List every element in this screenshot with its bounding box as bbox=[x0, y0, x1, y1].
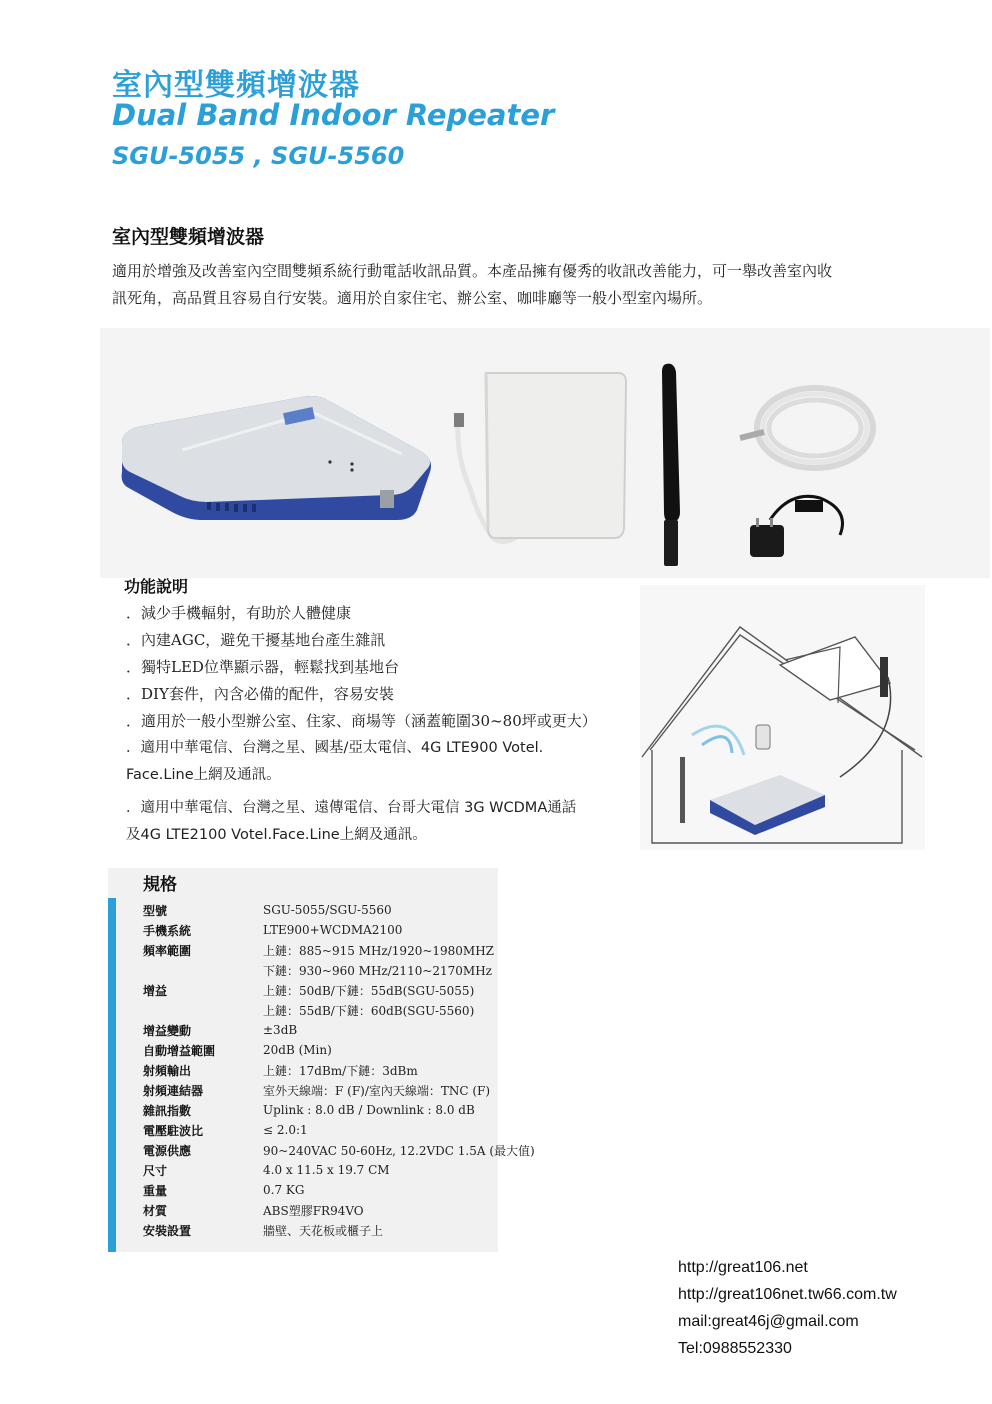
spec-row bbox=[143, 960, 535, 980]
spec-value: 下鏈：930~960 MHz/2110~2170MHz bbox=[263, 963, 493, 978]
spec-value: 上鏈：885~915 MHz/1920~1980MHZ bbox=[263, 943, 495, 958]
spec-key: 型號 bbox=[143, 903, 168, 918]
spec-value: 上鏈：55dB/下鏈：60dB(SGU-5560) bbox=[263, 1003, 475, 1018]
email-link[interactable]: mail:great46j@gmail.com bbox=[678, 1313, 859, 1330]
spec-key bbox=[143, 960, 263, 980]
feature-item: ．減少手機輻射，有助於人體健康 bbox=[126, 604, 352, 622]
spec-key: 增益 bbox=[143, 983, 168, 998]
spec-row bbox=[143, 1020, 535, 1040]
spec-row bbox=[143, 1100, 535, 1120]
spec-key: 重量 bbox=[143, 1183, 168, 1198]
feature-item: ．適用中華電信、台灣之星、遠傳電信、台哥大電信 3G WCDMA通話 bbox=[126, 800, 577, 816]
spec-value: 上鏈：17dBm/下鏈：3dBm bbox=[263, 1063, 418, 1078]
contact-block bbox=[678, 1254, 897, 1362]
features-list bbox=[126, 600, 597, 849]
spec-row bbox=[143, 1120, 535, 1140]
spec-row bbox=[143, 980, 535, 1000]
panel-antenna-image bbox=[448, 368, 638, 568]
spec-key bbox=[143, 1000, 263, 1020]
spec-key: 增益變動 bbox=[143, 1023, 192, 1038]
spec-row bbox=[143, 900, 535, 920]
specs-table bbox=[143, 900, 535, 1240]
house-installation-illustration bbox=[640, 585, 925, 850]
spec-row bbox=[143, 940, 535, 960]
spec-key: 安裝設置 bbox=[143, 1223, 192, 1238]
spec-value: 牆壁、天花板或櫃子上 bbox=[263, 1223, 384, 1238]
spec-value: LTE900+WCDMA2100 bbox=[263, 923, 403, 937]
repeater-unit-image bbox=[112, 392, 442, 532]
feature-item: ．獨特LED位準顯示器，輕鬆找到基地台 bbox=[126, 658, 399, 676]
spec-value: ≤ 2.0:1 bbox=[263, 1123, 308, 1137]
spec-key: 雜訊指數 bbox=[143, 1103, 192, 1118]
page-title-zh: 室內型雙頻增波器 bbox=[112, 68, 360, 103]
model-numbers: SGU-5055 , SGU-5560 bbox=[112, 142, 405, 170]
spec-row bbox=[143, 920, 535, 940]
website-link[interactable]: http://great106.net bbox=[678, 1259, 808, 1276]
spec-value: ±3dB bbox=[263, 1023, 298, 1037]
spec-row bbox=[143, 1040, 535, 1060]
page-title-en: Dual Band Indoor Repeater bbox=[112, 98, 555, 132]
spec-row bbox=[143, 1200, 535, 1220]
feature-item: ．DIY套件，內含必備的配件，容易安裝 bbox=[126, 685, 394, 703]
spec-row bbox=[143, 1180, 535, 1200]
intro-line: 訊死角，高品質且容易自行安裝。適用於自家住宅、辦公室、咖啡廳等一般小型室內場所。 bbox=[112, 289, 713, 307]
spec-key: 電源供應 bbox=[143, 1143, 192, 1158]
spec-key: 射頻連結器 bbox=[143, 1083, 204, 1098]
spec-value: ABS塑膠FR94VO bbox=[263, 1203, 364, 1218]
specs-accent-bar bbox=[108, 898, 116, 1252]
spec-key: 射頻輸出 bbox=[143, 1063, 192, 1078]
spec-value: 室外天線端：F (F)/室內天線端：TNC (F) bbox=[263, 1083, 491, 1098]
spec-row bbox=[143, 1160, 535, 1180]
specs-heading: 規格 bbox=[143, 875, 177, 895]
spec-key: 頻率範圍 bbox=[143, 943, 192, 958]
whip-antenna-image bbox=[652, 362, 692, 570]
feature-item: Face.Line上網及通訊。 bbox=[126, 767, 281, 783]
phone-number: Tel:0988552330 bbox=[678, 1340, 792, 1357]
spec-value: SGU-5055/SGU-5560 bbox=[263, 903, 392, 917]
website-link-alt[interactable]: http://great106net.tw66.com.tw bbox=[678, 1286, 897, 1303]
spec-key: 電壓駐波比 bbox=[143, 1123, 204, 1138]
spec-row bbox=[143, 1080, 535, 1100]
feature-item: ．內建AGC，避免干擾基地台產生雜訊 bbox=[126, 631, 386, 649]
cable-and-adapter-image bbox=[730, 370, 880, 570]
spec-value: 0.7 KG bbox=[263, 1183, 305, 1197]
spec-row bbox=[143, 1060, 535, 1080]
feature-item: ．適用於一般小型辦公室、住家、商場等（涵蓋範圍30~80坪或更大） bbox=[126, 712, 597, 730]
spec-value: 4.0 x 11.5 x 19.7 CM bbox=[263, 1163, 390, 1177]
spec-value: 20dB (Min) bbox=[263, 1043, 332, 1057]
spec-value: 上鏈：50dB/下鏈：55dB(SGU-5055) bbox=[263, 983, 475, 998]
spec-row bbox=[143, 1140, 535, 1160]
spec-key: 手機系統 bbox=[143, 923, 192, 938]
spec-row bbox=[143, 1000, 535, 1020]
feature-item: 及4G LTE2100 Votel.Face.Line上網及通訊。 bbox=[126, 827, 427, 843]
spec-value: Uplink : 8.0 dB / Downlink : 8.0 dB bbox=[263, 1103, 475, 1117]
spec-key: 尺寸 bbox=[143, 1163, 168, 1178]
intro-line: 適用於增強及改善室內空間雙頻系統行動電話收訊品質。本產品擁有優秀的收訊改善能力，可一舉改善室內收 bbox=[112, 262, 833, 280]
intro-heading: 室內型雙頻增波器 bbox=[112, 226, 265, 248]
spec-value: 90~240VAC 50-60Hz, 12.2VDC 1.5A (最大值) bbox=[263, 1143, 535, 1158]
spec-row bbox=[143, 1220, 535, 1240]
spec-key: 自動增益範圍 bbox=[143, 1043, 216, 1058]
intro-description bbox=[112, 258, 932, 312]
feature-item: ．適用中華電信、台灣之星、國基/亞太電信、4G LTE900 Votel. bbox=[126, 740, 544, 756]
features-heading: 功能說明 bbox=[124, 577, 189, 596]
spec-key: 材質 bbox=[143, 1203, 168, 1218]
